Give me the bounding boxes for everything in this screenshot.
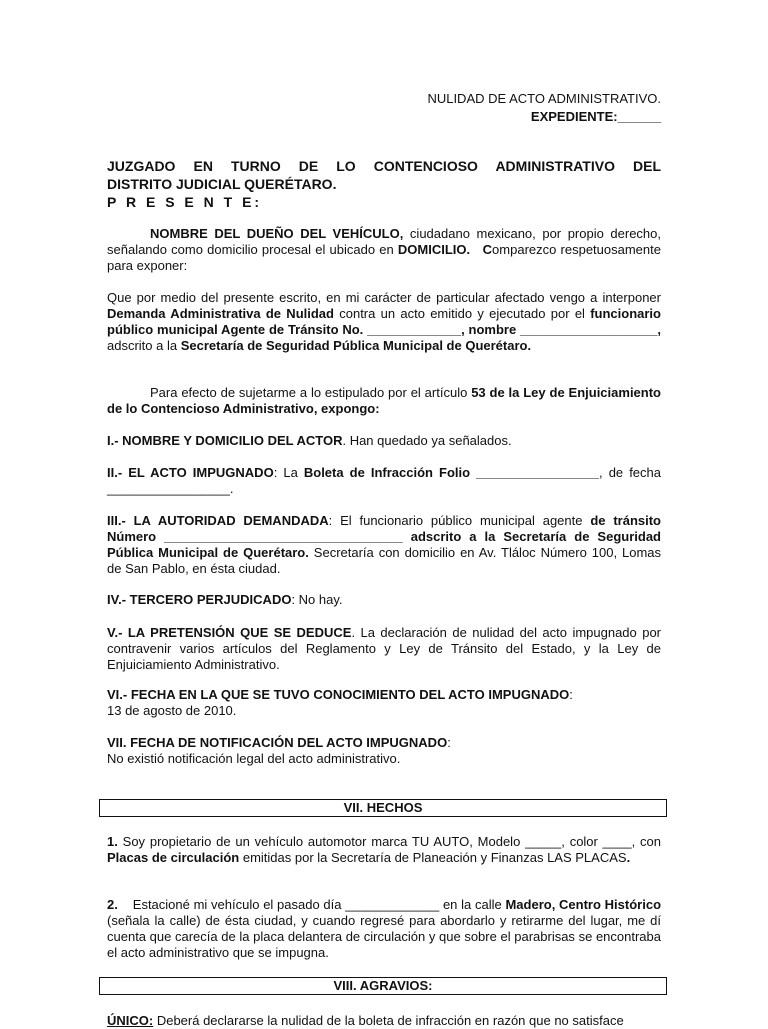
official-description: funcionario público municipal Agente de Tránsito No. _____________, nombre ___________________, [107, 306, 661, 337]
section-heading: III.- LA AUTORIDAD DEMANDADA [107, 513, 329, 528]
intro-bold-c: C [470, 242, 493, 257]
section-actor [107, 433, 661, 449]
section-text: , de fecha _________________. [107, 465, 661, 496]
agravios-heading: VIII. AGRAVIOS: [99, 977, 667, 995]
legal-basis-paragraph [107, 385, 661, 417]
section-fecha-notificacion [107, 735, 661, 767]
section-text: : [569, 687, 573, 702]
domicilio-label: DOMICILIO. [397, 242, 471, 257]
demand-text: Que por medio del presente escrito, en mi carácter de particular afectado vengo a interponer [107, 290, 661, 305]
agravio-unico [107, 1013, 661, 1029]
legal-basis-text: Para efecto de sujetarme a lo estipulado por el artículo [150, 385, 472, 400]
hecho-2 [107, 897, 661, 961]
intro-text-end: omparezco respetuosamente para exponer: [107, 242, 661, 273]
section-heading: II.- EL ACTO IMPUGNADO [107, 465, 274, 480]
hecho-text: emitidas por la Secretaría de Planeación y Finanzas LAS PLACAS [239, 850, 627, 865]
authority-description: de tránsito Número _________________________________ adscrito a la Secretaría de Seguridad Pública Municipal de Querétaro. [107, 513, 661, 560]
hecho-1 [107, 834, 661, 866]
hecho-number: 1. [107, 834, 118, 849]
section-text: : No hay. [291, 592, 343, 607]
intro-paragraph [107, 226, 661, 274]
section-autoridad [107, 513, 661, 577]
boleta-folio: Boleta de Infracción Folio _________________ [303, 465, 600, 480]
notification-text: No existió notificación legal del acto administrativo. [107, 751, 401, 766]
hecho-text: Soy propietario de un vehículo automotor marca TU AUTO, Modelo _____, color ____, con [117, 834, 661, 849]
placas-label: Placas de circulación [107, 850, 240, 865]
street-name: Madero, Centro Histórico [505, 897, 662, 912]
section-pretension [107, 625, 661, 673]
section-text: : [447, 735, 451, 750]
demand-text: contra un acto emitido y ejecutado por el [333, 306, 591, 321]
document-title: NULIDAD DE ACTO ADMINISTRATIVO. [427, 91, 661, 106]
expediente-label: EXPEDIENTE:______ [530, 109, 661, 124]
court-address [107, 157, 661, 211]
section-tercero [107, 592, 661, 608]
owner-name: NOMBRE DEL DUEÑO DEL VEHÍCULO, [150, 226, 404, 241]
section-heading: VI.- FECHA EN LA QUE SE TUVO CONOCIMIENTO DEL ACTO IMPUGNADO [107, 687, 570, 702]
intro-text: ciudadano mexicano, por propio derecho, señalando como domicilio procesal el ubicado en [107, 226, 662, 257]
section-heading: IV.- TERCERO PERJUDICADO [107, 592, 292, 607]
section-fecha-conocimiento [107, 687, 661, 719]
demand-paragraph [107, 290, 661, 354]
agravio-text: Deberá declararse la nulidad de la boleta de infracción en razón que no satisface [153, 1013, 624, 1028]
hecho-number: 2. [107, 897, 118, 912]
section-heading: I.- NOMBRE Y DOMICILIO DEL ACTOR [107, 433, 343, 448]
hecho-text: Estacioné mi vehículo el pasado día _____________ en la calle [117, 897, 506, 912]
unico-label: ÚNICO: [107, 1013, 154, 1028]
section-text: . La declaración de nulidad del acto impugnado por contravenir varios artículos del Reglamento y Ley de Tránsito del Estado, y la Ley de Enjuiciamiento Administrativo. [107, 625, 662, 672]
section-text: . Han quedado ya señalados. [342, 433, 512, 448]
section-text: : La [273, 465, 304, 480]
section-text: Secretaría con domicilio en Av. Tláloc Número 100, Lomas de San Pablo, en ésta ciudad. [107, 545, 661, 576]
section-acto-impugnado [107, 465, 661, 497]
court-name-line1: JUZGADO EN TURNO DE LO CONTENCIOSO ADMINISTRATIVO DEL [107, 158, 661, 174]
demand-text: adscrito a la [107, 338, 181, 353]
section-heading: VII. FECHA DE NOTIFICACIÓN DEL ACTO IMPUGNADO [107, 735, 448, 750]
law-reference: 53 de la Ley de Enjuiciamiento de lo Contencioso Administrativo, expongo: [107, 385, 661, 416]
hecho-period: . [626, 850, 631, 865]
hechos-heading: VII. HECHOS [99, 799, 667, 817]
section-text: : El funcionario público municipal agente [328, 513, 591, 528]
court-name-line2: DISTRITO JUDICIAL QUERÉTARO. [107, 176, 337, 192]
presente-label: P R E S E N T E: [107, 194, 263, 210]
demand-type: Demanda Administrativa de Nulidad [107, 306, 334, 321]
secretariat-name: Secretaría de Seguridad Pública Municipal de Querétaro. [180, 338, 532, 353]
document-header [427, 90, 661, 126]
knowledge-date: 13 de agosto de 2010. [107, 703, 237, 718]
hecho-text: (señala la calle) de ésta ciudad, y cuando regresé para abordarlo y retirarme del lugar, me dí cuenta que carecía de la placa delantera de circulación y que sobre el parabrisas se encontraba el acto administrativo que se impugna. [107, 913, 661, 960]
section-heading: V.- LA PRETENSIÓN QUE SE DEDUCE [107, 625, 352, 640]
